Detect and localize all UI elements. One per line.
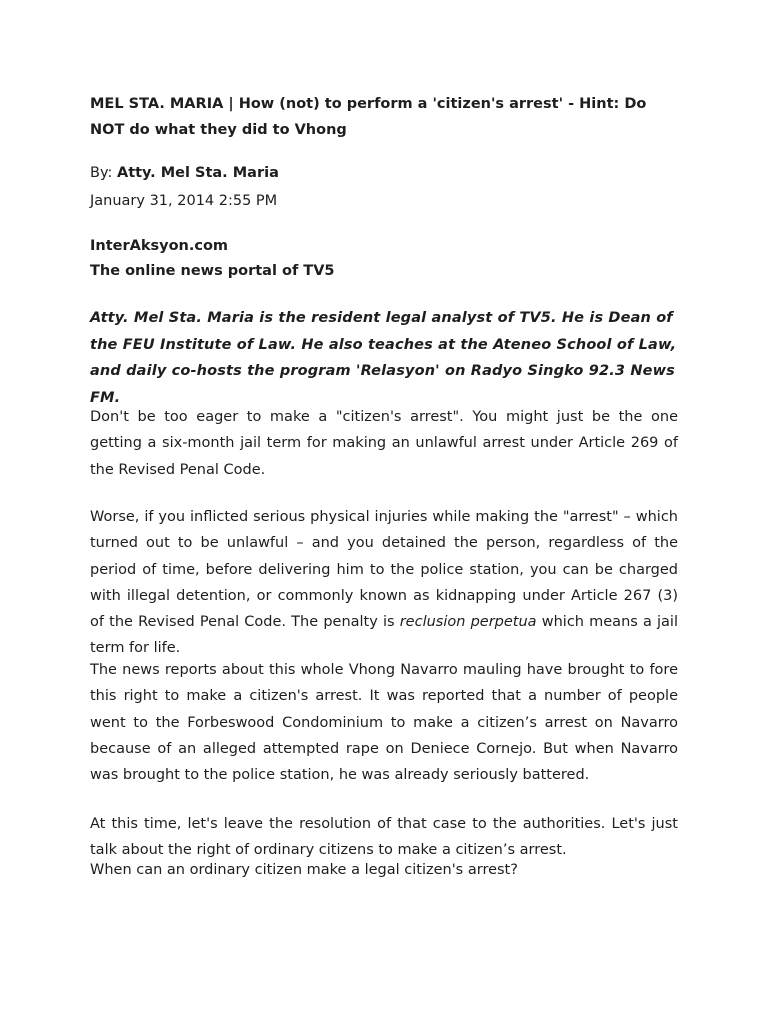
paragraph-2-italic-term: reclusion perpetua [399,614,537,631]
source-tagline: The online news portal of TV5 [90,263,335,279]
paragraph-4: At this time, let's leave the resolution of that case to the authorities. Let's just talk about the right of ordinary citizens to make a citizen’s arrest. [90,816,678,859]
paragraph-3: The news reports about this whole Vhong Navarro mauling have brought to fore this right to make a citizen's arrest. It was reported that a number of people went to the Forbeswood Condominium to make a citizen’s arrest on Navarro because of an alleged attempted rape on Deniece Cornejo. But when Navarro was brought to the police station, he was already seriously battered. [90,662,678,784]
byline [90,162,279,184]
author-name: Atty. Mel Sta. Maria [116,165,279,181]
paragraph-5: When can an ordinary citizen make a legal citizen's arrest? [90,862,518,878]
source-block [90,234,335,284]
paragraph-2-text: Worse, if you inflicted serious physical injuries while making the "arrest" – which turned out to be unlawful – and you detained the person, regardless of the period of time, before delivering him to the police station, you can be charged with illegal detention, or commonly known as kidnapping under Article 267 (3) of the Revised Penal Code. The penalty is [90,509,678,631]
source-name: InterAksyon.com [90,238,229,254]
paragraph-2 [90,504,678,662]
paragraph-2-text-end: which means a jail term for life. [90,614,678,657]
article-title: MEL STA. MARIA | How (not) to perform a 'citizen's arrest' - Hint: Do NOT do what they did to Vhong [90,96,647,138]
publish-date: January 31, 2014 2:55 PM [90,193,278,209]
author-bio: Atty. Mel Sta. Maria is the resident legal analyst of TV5. He is Dean of the FEU Institute of Law. He also teaches at the Ateneo School of Law, and daily co-hosts the program 'Relasyon' on Radyo Singko 92.3 News FM. [90,310,677,406]
paragraph-1: Don't be too eager to make a "citizen's arrest". You might just be the one getting a six-month jail term for making an unlawful arrest under Article 269 of the Revised Penal Code. [90,409,678,478]
by-label: By: [90,165,117,181]
